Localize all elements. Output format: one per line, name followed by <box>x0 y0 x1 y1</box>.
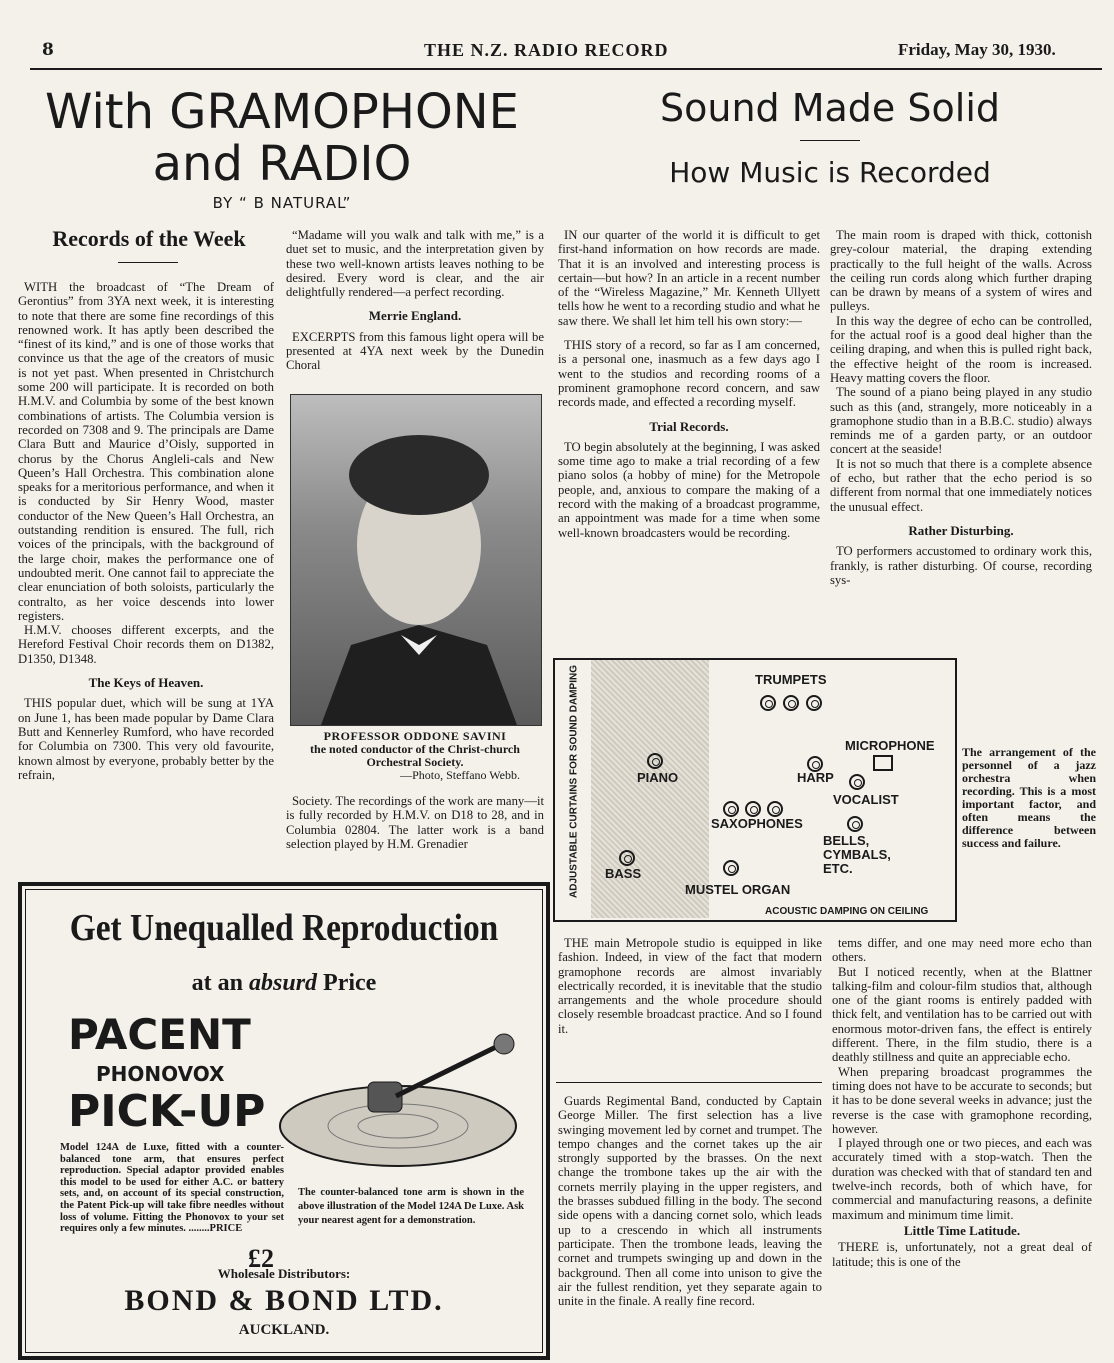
sound-paragraph: I played through one or two pieces, and each was accurately timed with a stop-watch. Then the duration was checked with that of standard ten and twelve-inch records, both of which have, for commercial and manufacturing reasons, a definite maximum and minimum time limit. <box>832 1136 1092 1222</box>
photo-description: the noted conductor of the Christ-church Orchestral Society. <box>310 742 520 769</box>
saxophone-icon <box>745 801 761 817</box>
ad-brand-pacent: PACENT <box>68 1010 251 1059</box>
sound-paragraph: THIS story of a record, so far as I am concerned, is a personal one, inasmuch as a few days ago I went to the studios and recording rooms of a prominent gramophone record concern, and saw records made, and effected a recording myself. <box>558 338 820 410</box>
sound-paragraph: But I noticed recently, when at the Blattner talking-film and colour-film studios that, although one of the giant rooms is entirely padded with thick felt, and ventilation has to be carried out with enormous motor-driven fans, the effect is entirely different. There, in the film studio, there is a deathly stillness and quite an appreciable echo. <box>832 964 1092 1065</box>
trumpet-icon <box>760 695 776 711</box>
ceiling-label: ACOUSTIC DAMPING ON CEILING <box>765 906 929 917</box>
portrait-figure <box>291 395 541 725</box>
ad-headline: Get Unequalled Reproduction <box>69 907 499 949</box>
ad-city: AUCKLAND. <box>238 1322 330 1338</box>
trial-heading: Trial Records. <box>649 418 729 434</box>
sound-paragraph: THE main Metropole studio is equipped in like fashion. Indeed, in view of the fact that modern gramophone records are almost invariably electrically recorded, it is inevitable that the studio arrangements and the whole procedure should closely resemble broadcast practice. And so I found it. <box>558 936 822 1036</box>
bells-label <box>823 834 891 876</box>
records-paragraph: WITH the broadcast of “The Dream of Gerontius” from 3YA next week, it is interesting to note that there are some fine recordings of this renowned work. It has aptly been described the “finest of its kind,” and is one of those works that convince us that the age of the creators of music is not yet past. When presented in Christchurch some 200 will participate. It is recorded on both H.M.V. and Columbia by some of the best known combinations of artists. The Columbia version is recorded on 7308 and 9. The principals are Dame Clara Butt and Maurice d’Oisly, supported in chorus by the Chorus Angleli-cals and New Queen’s Hall Orchestra. This combination alone speaks for a meritorious performance, and when it is conducted by Sir Henry Wood, master conductor of the New Queen’s Hall Orchestra, an outstanding rendition is ensured. The full, rich voices of the principals, with the background of the large choir, makes the performance one of undoubted merit. One cannot fail to appreciate the clear enunciation of both soloists, particularly the contralto, as her voice descends into lower registers. <box>18 280 274 623</box>
keys-heading: The Keys of Heaven. <box>88 675 204 691</box>
ad-subline <box>22 970 546 997</box>
sound-paragraph: The main room is draped with thick, cottonish grey-colour material, the draping extending practically to the full height of the walls. Across the ceiling run cords along which further draping can be drawn by means of a system of wires and pulleys. <box>830 228 1092 314</box>
trumpet-icon <box>783 695 799 711</box>
article-subtitle: How Music is Recorded <box>669 156 991 189</box>
bass-icon <box>619 850 635 866</box>
organ-label: MUSTEL ORGAN <box>685 882 791 897</box>
article-title: Sound Made Solid <box>660 86 1000 130</box>
disturbing-heading: Rather Disturbing. <box>908 522 1014 538</box>
header-rule <box>30 68 1102 70</box>
organ-icon <box>723 860 739 876</box>
records-continued <box>558 1094 822 1308</box>
records-paragraph: H.M.V. chooses different excerpts, and the Hereford Festival Choir records them on D1382, D1350, D1348. <box>18 623 274 666</box>
section-title <box>32 86 532 190</box>
piano-icon <box>647 753 663 769</box>
turntable-illustration <box>278 1016 538 1176</box>
microphone-icon <box>873 755 893 771</box>
records-paragraph: “Madame will you walk and talk with me,” is a duet set to music, and the interpretation given by these two well-known artists leaves nothing to be desired. Every word is clear, and the air delightfully rendered—a perfect recording. <box>286 228 544 300</box>
bells-text: BELLS, <box>823 833 870 848</box>
section-title-line2: and RADIO <box>152 136 412 192</box>
curtain-label: ADJUSTABLE CURTAINS FOR SOUND DAMPING <box>568 665 580 898</box>
sound-paragraph: In this way the degree of echo can be controlled, for the actual roof is a good deal higher than the ceiling draping, and when this is pulled right back, the effective height of the room is increased. Heavy matting covers the floor. <box>830 313 1092 385</box>
diagram-caption: The arrangement of the personnel of a jazz orchestra when recording. This is a most important factor, and often means the difference between success and failure. <box>962 745 1096 850</box>
ad-subline-post: Price <box>317 970 377 996</box>
records-column-2-end <box>286 794 544 851</box>
sound-column-1-lower <box>558 936 822 1036</box>
ad-description: Model 124A de Luxe, fitted with a counter-balanced tone arm, that ensures perfect reproduction. Special adaptor provided enables this model to be used for either A.C. or battery sets, and, on account of its special construction, the Patent Pick-up will take fibre needles without loss of volume. Fitting the Phonovox to your set requires only a few minutes. ........PRICE <box>60 1142 284 1235</box>
sound-column-2 <box>830 228 1092 587</box>
bass-label: BASS <box>605 866 642 881</box>
piano-label: PIANO <box>637 770 679 785</box>
pacent-advertisement <box>18 882 550 1360</box>
portrait-photo <box>290 394 542 726</box>
etc-text: ETC. <box>823 861 853 876</box>
vocalist-icon <box>849 774 865 790</box>
trumpet-icon <box>806 695 822 711</box>
photo-credit: —Photo, Steffano Webb. <box>400 768 520 782</box>
latitude-heading: Little Time Latitude. <box>903 1222 1021 1238</box>
vocalist-label: VOCALIST <box>833 792 899 807</box>
column-divider <box>556 1082 822 1083</box>
ad-company: BOND & BOND LTD. <box>124 1284 444 1317</box>
photo-name: PROFESSOR ODDONE SAVINI <box>323 729 507 743</box>
sound-paragraph: TO performers accustomed to ordinary work this, frankly, is rather disturbing. Of course, recording sys- <box>830 544 1092 587</box>
records-paragraph: Society. The recordings of the work are many—it is fully recorded by H.M.V. on D18 to 28, and in Columbia 02804. The latter work is a band selection played by H.M. Grenadier <box>286 794 544 851</box>
merrie-paragraph: EXCERPTS from this famous light opera will be presented at 4YA next week by the Dunedin Choral <box>286 329 544 373</box>
trumpets-label: TRUMPETS <box>755 672 827 687</box>
sound-paragraph: THERE is, unfortunately, not a great deal of latitude; this is one of the <box>832 1240 1092 1269</box>
ad-brand-phonovox: PHONOVOX <box>96 1062 225 1086</box>
saxophone-icon <box>723 801 739 817</box>
records-column-1 <box>18 280 274 782</box>
sound-paragraph: tems differ, and one may need more echo than others. <box>832 936 1092 965</box>
ad-subline-pre: at an <box>191 970 249 996</box>
bells-icon <box>847 816 863 832</box>
sound-paragraph: It is not so much that there is a complete absence of echo, but rather that the echo period is so different from normal that one immediately notices the unusual effect. <box>830 456 1092 514</box>
records-column-2 <box>286 228 544 373</box>
photo-caption <box>290 730 540 782</box>
section-title-line1: With GRAMOPHONE <box>45 84 519 140</box>
saxophone-icon <box>767 801 783 817</box>
records-heading: Records of the Week <box>52 226 246 251</box>
sound-paragraph: TO begin absolutely at the beginning, I was asked some time ago to make a trial recording of a few piano solos (a hobby of mine) for the Metropole people, and, anxious to compare the making of a record with the making of a broadcast programme, an appointment was made for a time when some well-known broadcasters would be recording. <box>558 439 820 540</box>
sound-paragraph: IN our quarter of the world it is difficult to get first-hand information on how records are made. That it is an involved and interesting process is certain—but how? In an article in a recent number of the “Wireless Magazine,” Mr. Kenneth Ullyett tells how he went to a recording studio and what he saw there. We shall let him tell his own story:— <box>558 228 820 328</box>
records-rule <box>118 262 178 263</box>
ad-subline-emphasis: absurd <box>249 970 318 996</box>
ad-price: £2 <box>248 1244 274 1273</box>
sound-column-2-lower <box>832 936 1092 1269</box>
saxophones-label: SAXOPHONES <box>711 816 803 831</box>
title-rule <box>800 140 860 141</box>
ad-wholesale: Wholesale Distributors: <box>217 1266 351 1281</box>
ad-side-text: The counter-balanced tone arm is shown in the above illustration of the Model 124A De Luxe. Ask your nearest agent for a demonstration. <box>298 1187 524 1226</box>
sound-paragraph: When preparing broadcast programmes the timing does not have to be accurate to seconds; but it has to be done several weeks in advance; just the reverse is the case with gramophone recording, however. <box>832 1064 1092 1136</box>
ad-brand-pickup: PICK-UP <box>68 1086 266 1137</box>
sound-paragraph: The sound of a piano being played in any studio such as this (and, strangely, more noticeably in a gramophone studio than in a B.B.C. studio) always reminds me of a garden party, or an outdoor concert at the seaside! <box>830 385 1092 457</box>
keys-paragraph: THIS popular duet, which will be sung at 1YA on June 1, has been made popular by Dame Clara Butt and Kennerley Rumford, who have recorded for Columbia on 7300. This very old favourite, known almost by everyone, probably better by the refrain, <box>18 696 274 782</box>
merrie-heading: Merrie England. <box>368 308 462 324</box>
records-paragraph: Guards Regimental Band, conducted by Captain George Miller. The first selection has a live swinging movement led by cornet and trumpet. The tempo changes and the cornet takes up the air strongly supported by the brasses. On the next change the trombone takes up the air with the cornets merrily playing in the upper registers, and the brasses subdued filling in the body. The second side opens with a dancing cornet solo, which leads up to a crescendo in which all instruments participate. Then the trombone leads, leaving the cornet and trumpets swinging up and down in the background. Then all come into unison to give the air the fullest rendition, yet they separate again to unite in the finale. A really fine record. <box>558 1094 822 1309</box>
masthead: THE N.Z. RADIO RECORD <box>424 40 669 60</box>
issue-date: Friday, May 30, 1930. <box>898 40 1056 59</box>
byline: BY “ B NATURAL” <box>212 194 352 212</box>
sound-column-1 <box>558 228 820 540</box>
harp-label: HARP <box>797 770 834 785</box>
microphone-label: MICROPHONE <box>845 738 935 753</box>
cymbals-text: CYMBALS, <box>823 847 891 862</box>
orchestra-diagram <box>553 658 957 922</box>
page-number: 8 <box>42 40 54 60</box>
